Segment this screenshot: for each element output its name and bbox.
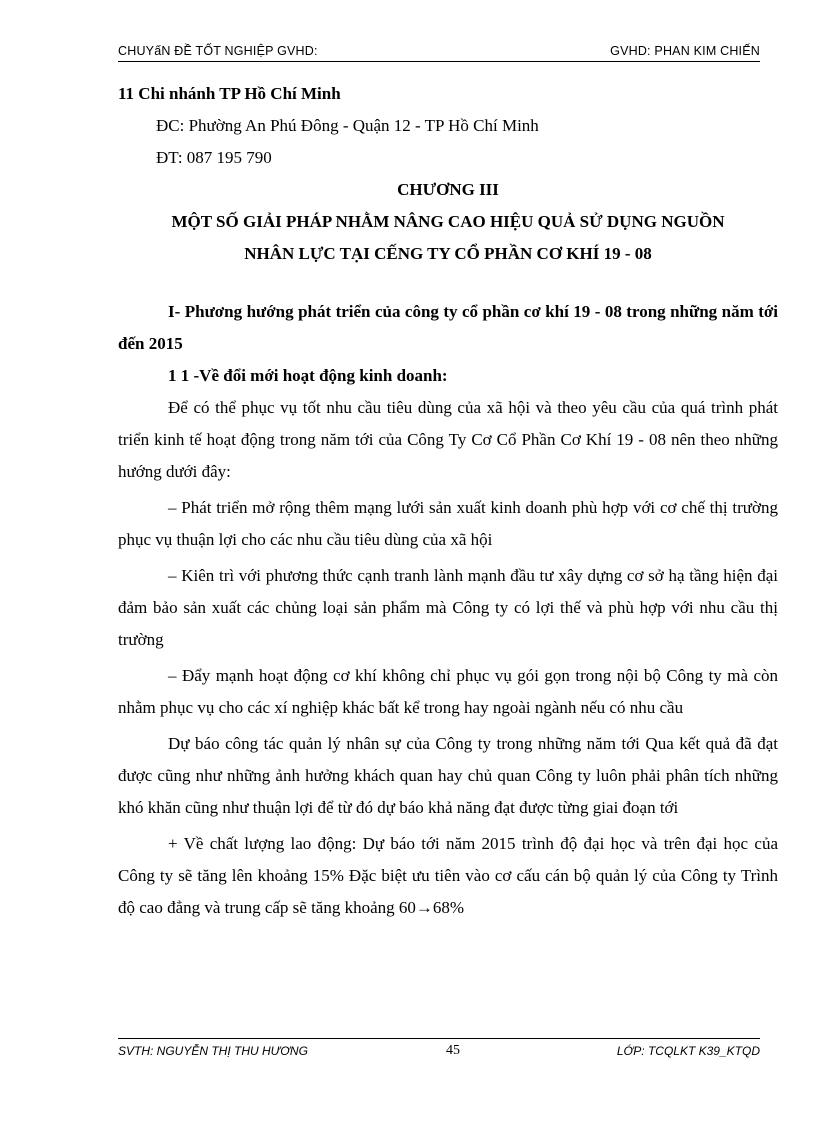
chapter-title-line2: NHÂN LỰC TẠI CẾNG TY CỔ PHẦN CƠ KHÍ 19 - 08 [244, 244, 652, 263]
page-header [118, 40, 760, 62]
page-footer [118, 1038, 760, 1062]
chapter-title-line1: MỘT SỐ GIẢI PHÁP NHẰM NÂNG CAO HIỆU QUẢ SỬ DỤNG NGUỒN [171, 212, 725, 231]
paragraph-bullet-1: – Phát triển mở rộng thêm mạng lưới sản xuất kinh doanh phù hợp với cơ chế thị trường phục vụ thuận lợi cho các nhu cầu tiêu dùng của xã hội [118, 498, 778, 549]
section-heading: I- Phương hướng phát triển của công ty cổ phần cơ khí 19 - 08 trong những năm tới đến 2015 [118, 302, 778, 353]
footer-right: LỚP: TCQLKT K39_KTQD [616, 1043, 760, 1058]
header-right: GVHD: PHAN KIM CHIẾN [610, 44, 760, 58]
branch-address: ĐC: Phường An Phú Đông - Quận 12 - TP Hồ Chí Minh [156, 116, 539, 135]
paragraph-quality: + Về chất lượng lao động: Dự báo tới năm 2015 trình độ đại học và trên đại học của Công ty sẽ tăng lên khoảng 15% Đặc biệt ưu tiên vào cơ cấu cán bộ quản lý của Công ty Trình độ cao đẳng và trung cấp sẽ tăng khoảng 60→68% [118, 834, 778, 917]
paragraph-bullet-3: – Đẩy mạnh hoạt động cơ khí không chỉ phục vụ gói gọn trong nội bộ Công ty mà còn nhằm phục vụ cho các xí nghiệp khác bất kể trong hay ngoài ngành nếu có nhu cầu [118, 666, 778, 717]
paragraph-intro: Để có thể phục vụ tốt nhu cầu tiêu dùng của xã hội và theo yêu cầu của quá trình phát triển kinh tế hoạt động trong năm tới của Công Ty Cơ Cổ Phần Cơ Khí 19 - 08 nên theo những hướng dưới đây: [118, 398, 778, 481]
branch-title: 11 Chi nhánh TP Hồ Chí Minh [118, 84, 341, 103]
chapter-label: CHƯƠNG III [397, 180, 499, 199]
branch-phone: ĐT: 087 195 790 [156, 148, 272, 167]
header-left: CHUYấN ĐỀ TỐT NGHIỆP GVHD: [118, 44, 318, 58]
section-subheading: 1 1 -Về đổi mới hoạt động kinh doanh: [168, 366, 448, 385]
footer-left: SVTH: NGUYỄN THỊ THU HƯƠNG [118, 1043, 308, 1058]
paragraph-forecast: Dự báo công tác quản lý nhân sự của Công ty trong những năm tới Qua kết quả đã đạt được cũng như những ảnh hưởng khách quan hay chủ quan Công ty luôn phải phân tích những khó khăn cũng như thuận lợi để từ đó dự báo khả năng đạt được từng giai đoạn tới [118, 734, 778, 817]
page-content [118, 78, 778, 924]
page-number: 45 [446, 1042, 460, 1058]
paragraph-bullet-2: – Kiên trì với phương thức cạnh tranh lành mạnh đầu tư xây dựng cơ sở hạ tầng hiện đại đảm bảo sản xuất các chủng loại sản phẩm mà Công ty có lợi thế và phù hợp với nhu cầu thị trường [118, 566, 778, 649]
